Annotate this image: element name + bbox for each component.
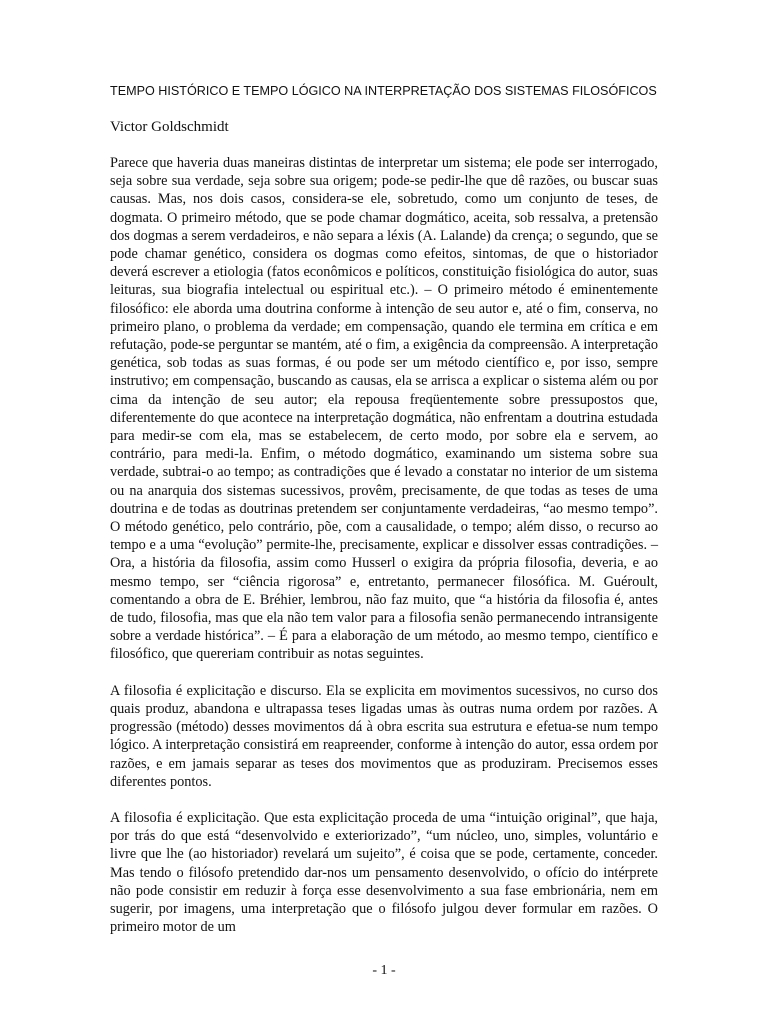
paragraph: A filosofia é explicitação e discurso. Ela se explicita em movimentos sucessivos, no curso dos quais produz, abandona e ultrapassa teses ligadas umas às outras numa ordem por razões. A progressão (método) desses movimentos dá à obra escrita sua estrutura e efetua-se num tempo lógico. A interpretação consistirá em reapreender, conforme à intenção do autor, essa ordem por razões, e em jamais separar as teses dos movimentos que as produziram. Precisemos esses diferentes pontos.	[110, 682, 658, 790]
document-title: TEMPO HISTÓRICO E TEMPO LÓGICO NA INTERPRETAÇÃO DOS SISTEMAS FILOSÓFICOS	[110, 84, 657, 98]
page-number: - 1 -	[372, 963, 396, 978]
paragraph: A filosofia é explicitação. Que esta explicitação proceda de uma “intuição original”, que haja, por trás do que está “desenvolvido e exteriorizado”, “um núcleo, uno, simples, voluntário e livre que lhe (ao historiador) revelará um sujeito”, é coisa que se pode, certamente, conceder. Mas tendo o filósofo pretendido dar-nos um pensamento desenvolvido, o ofício do intérprete não pode consistir em reduzir à força esse desenvolvimento a sua fase embrionária, nem em sugerir, por imagens, uma interpretação que o filósofo julgou dever formular em razões. O primeiro motor de um	[110, 809, 658, 936]
paragraph: Parece que haveria duas maneiras distintas de interpretar um sistema; ele pode ser interrogado, seja sobre sua verdade, seja sobre sua origem; pode-se pedir-lhe que dê razões, ou buscar suas causas. Mas, nos dois casos, considera-se ele, sobretudo, como um conjunto de teses, de dogmata. O primeiro método, que se pode chamar dogmático, aceita, sob ressalva, a pretensão dos dogmas a serem verdadeiros, e não separa a léxis (A. Lalande) da crença; o segundo, que se pode chamar genético, considera os dogmas como efeitos, sintomas, de que o historiador deverá escrever a etiologia (fatos econômicos e políticos, constituição fisiológica do autor, suas leituras, sua biografia intelectual ou espiritual etc.). – O primeiro método é eminentemente filosófico: ele aborda uma doutrina conforme à intenção de seu autor e, até o fim, conserva, no primeiro plano, o problema da verdade; em compensação, quando ele termina em crítica e em refutação, pode-se perguntar se mantém, até o fim, a exigência da compreensão. A interpretação genética, sob todas as suas formas, é ou pode ser um método científico e, por isso, sempre instrutivo; em compensação, buscando as causas, ela se arrisca a explicar o sistema além ou por cima da intenção de seu autor; ela repousa freqüentemente sobre pressupostos que, diferentemente do que acontece na interpretação dogmática, não enfrentam a doutrina estudada para medir-se com ela, mas se estabelecem, de certo modo, por sobre ela e servem, ao contrário, para medi-la. Enfim, o método dogmático, examinando um sistema sobre sua verdade, subtrai-o ao tempo; as contradições que é levado a constatar no interior de um sistema ou na anarquia dos sistemas sucessivos, provêm, precisamente, de que todas as teses de uma doutrina e de todas as doutrinas pretendem ser conjuntamente verdadeiras, “ao mesmo tempo”. O método genético, pelo contrário, põe, com a causalidade, o tempo; além disso, o recurso ao tempo e a uma “evolução” permite-lhe, precisamente, explicar e dissolver essas contradições. – Ora, a história da filosofia, assim como Husserl o exigira da própria filosofia, deveria, e ao mesmo tempo, ser “ciência rigorosa” e, entretanto, permanecer filosófica. M. Guéroult, comentando a obra de E. Bréhier, lembrou, não faz muito, que “a história da filosofia é, antes de tudo, filosofia, mas que ela não tem valor para a filosofia senão permanecendo intransigente sobre a verdade histórica”. – É para a elaboração de um método, ao mesmo tempo, científico e filosófico, que quereriam contribuir as notas seguintes.	[110, 155, 658, 663]
document-author: Victor Goldschmidt	[110, 119, 229, 135]
document-page	[110, 84, 658, 1014]
